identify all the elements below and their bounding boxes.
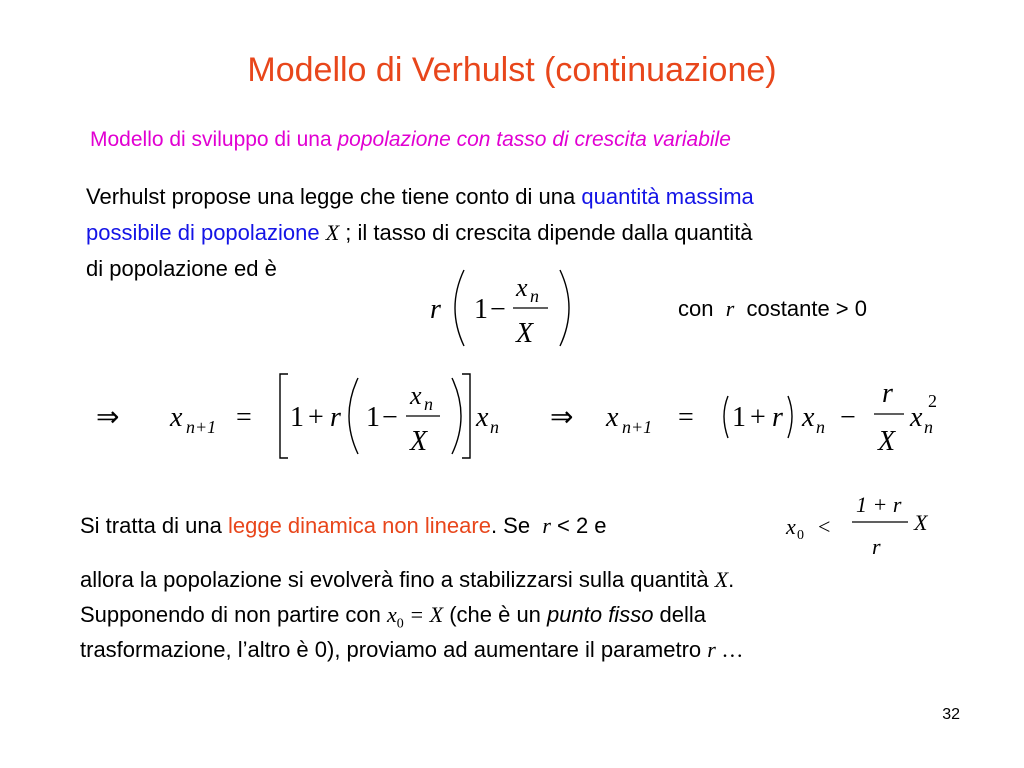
cond-x0: x — [786, 514, 796, 539]
condition-se: . Se — [490, 513, 537, 538]
conclusion-line2-x: x — [387, 602, 397, 627]
slide-title: Modello di Verhulst (continuazione) — [247, 51, 777, 89]
rec1-one: 1 — [290, 402, 304, 433]
rec2-frac-r: r — [882, 378, 893, 409]
conclusion-line1-text: allora la popolazione si evolverà fino a stabilizzarsi sulla quantità — [80, 567, 715, 592]
cond-frac-num: 1 + r — [856, 492, 902, 517]
conclusion-line2-italic: punto fisso — [547, 602, 654, 627]
conclusion-line-3 — [80, 635, 743, 664]
rate-con-label: con — [678, 296, 714, 321]
slide-subtitle — [90, 126, 731, 154]
rec2-equals: = — [678, 402, 694, 433]
rec1-minus: − — [382, 402, 398, 433]
subtitle-plain: Modello di sviluppo di una — [90, 128, 338, 151]
conclusion-line2-text: Supponendo di non partire con — [80, 602, 388, 627]
rec2-right-paren — [788, 396, 792, 438]
conclusion-line3-text: trasformazione, l’altro è 0), proviamo ad aumentare il parametro — [80, 637, 708, 662]
rate-right-paren — [560, 270, 569, 346]
rate-minus: − — [490, 294, 506, 325]
rec1-r: r — [330, 402, 341, 433]
rec1-right-bracket — [462, 374, 470, 458]
rec1-tail-sub: n — [490, 417, 499, 437]
rate-r: r — [430, 294, 441, 325]
rec2-x-n-sub: n — [816, 417, 825, 437]
rec2-one: 1 — [732, 402, 746, 433]
rate-num-x: x — [516, 273, 528, 302]
conclusion-line2-eq: = X — [403, 602, 444, 627]
conclusion-line-1 — [80, 565, 734, 594]
conclusion-line3-end: … — [715, 637, 744, 662]
rec1-x: x — [170, 402, 183, 433]
rate-con-rest: costante > 0 — [746, 296, 867, 321]
rate-formula — [420, 262, 580, 354]
cond-lt: < — [818, 514, 831, 539]
condition-formula — [784, 490, 944, 562]
rate-den-X: X — [516, 318, 534, 349]
intro-line1-text: Verhulst propose una legge che tiene conto di una — [86, 184, 582, 209]
rec2-x-n: x — [802, 402, 815, 433]
rec2-sub-next: n+1 — [622, 417, 653, 437]
intro-line2-text: ; il tasso di crescita dipende dalla quantità — [339, 220, 753, 245]
implies-1: ⇒ — [96, 402, 120, 433]
rec2-tail-x: x — [910, 402, 923, 433]
rec1-tail-x: x — [476, 402, 489, 433]
rec1-frac-X: X — [410, 426, 428, 457]
condition-lt2: < 2 e — [550, 513, 607, 538]
rec2-plus: + — [750, 402, 766, 433]
conclusion-line2-sub: 0 — [396, 616, 404, 632]
rec1-left-paren — [349, 378, 358, 454]
conclusion-line1-end: . — [728, 567, 735, 592]
intro-line1-highlight: quantità massima — [581, 184, 754, 209]
condition-r: r — [542, 513, 551, 538]
conclusion-line1-var: X — [714, 567, 729, 592]
rec2-square: 2 — [928, 391, 937, 411]
rec2-frac-X: X — [878, 426, 896, 457]
intro-line2-var: X — [325, 220, 340, 245]
intro-line-1 — [86, 182, 754, 211]
cond-x0-sub: 0 — [797, 528, 804, 543]
intro-line-2 — [86, 218, 753, 247]
rate-one: 1 — [474, 294, 488, 325]
rec1-inner-one: 1 — [366, 402, 380, 433]
implies-2: ⇒ — [550, 402, 574, 433]
condition-line — [80, 511, 607, 540]
conclusion-line-2 — [80, 600, 706, 638]
rate-con-var: r — [725, 296, 735, 321]
conclusion-line3-var: r — [707, 637, 716, 662]
rec1-plus: + — [308, 402, 324, 433]
conclusion-line2-end: della — [653, 602, 707, 627]
conclusion-line2-mid: (che è un — [443, 602, 548, 627]
rec2-minus: − — [840, 402, 856, 433]
rate-condition — [678, 294, 867, 323]
rec1-left-bracket — [280, 374, 288, 458]
rec1-frac-x: x — [410, 381, 422, 410]
rec1-sub-next: n+1 — [186, 417, 217, 437]
rec1-right-paren — [452, 378, 461, 454]
recurrence-formulas — [90, 366, 960, 466]
rate-num-sub: n — [530, 286, 539, 306]
intro-line2-highlight: possibile di popolazione — [86, 220, 326, 245]
rate-left-paren — [455, 270, 464, 346]
intro-line-3: di popolazione ed è — [86, 256, 277, 281]
subtitle-italic: popolazione con tasso di crescita variabile — [337, 128, 731, 151]
rec2-tail-sub: n — [924, 417, 933, 437]
rec1-equals: = — [236, 402, 252, 433]
condition-highlight: legge dinamica non lineare — [227, 513, 491, 538]
rec2-x: x — [606, 402, 619, 433]
rec1-frac-sub: n — [424, 394, 433, 414]
page-number: 32 — [942, 706, 960, 723]
cond-X: X — [914, 510, 928, 535]
rec2-left-paren — [724, 396, 728, 438]
cond-frac-den: r — [872, 534, 881, 559]
rec2-r: r — [772, 402, 783, 433]
condition-text: Si tratta di una — [80, 513, 228, 538]
